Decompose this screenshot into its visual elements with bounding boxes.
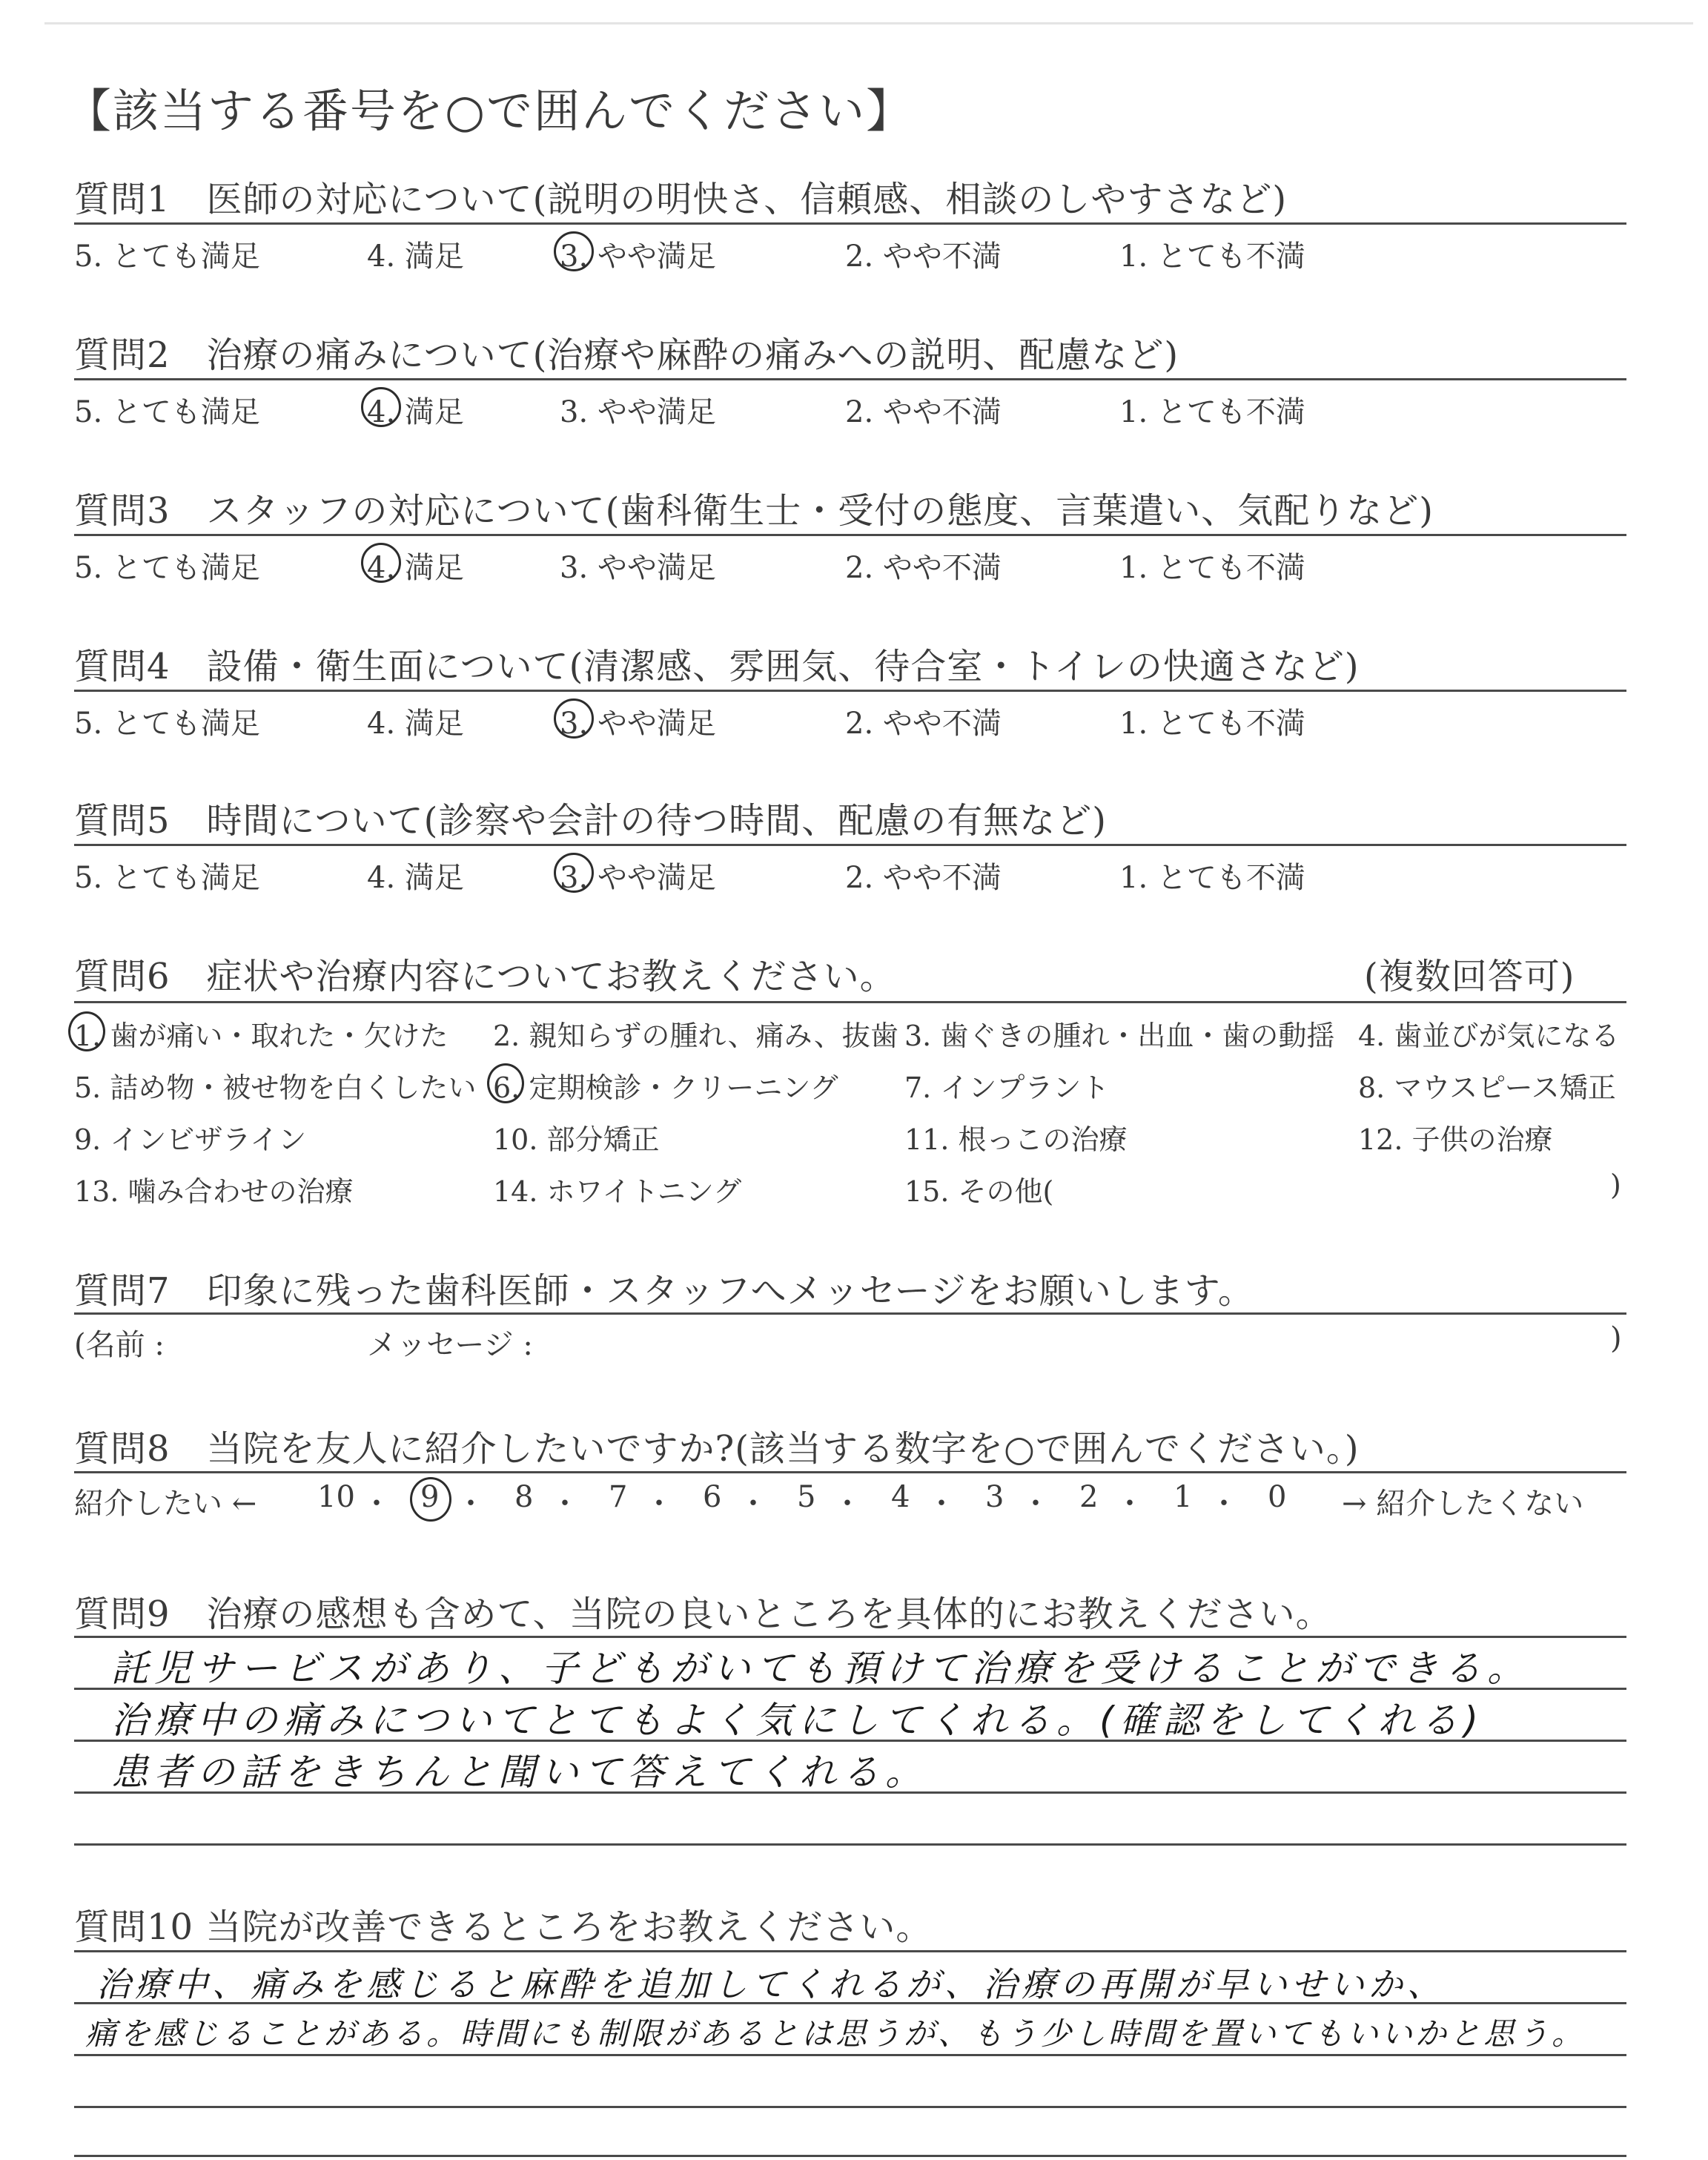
q8-scale-9[interactable]: 9 — [420, 1480, 440, 1514]
q9-answer-1: 託児サービスがあり、子どもがいても預けて治療を受けることができる。 — [111, 1647, 1530, 1690]
q8-rule — [74, 1471, 1626, 1473]
q6-option-12[interactable]: 12. 子供の治療 — [1358, 1123, 1553, 1156]
q1-rule — [74, 222, 1626, 225]
q6-option-3[interactable]: 3. 歯ぐきの腫れ・出血・歯の動揺 — [904, 1020, 1335, 1052]
q6-title: 質問6 症状や治療内容についてお教えください。 — [74, 956, 896, 997]
instruction-header: 【該当する番号を○で囲んでください】 — [65, 84, 914, 138]
q8-scale-4[interactable]: 4 — [891, 1480, 910, 1514]
q10-answer-2: 痛を感じることがある。時間にも制限があるとは思うが、もう少し時間を置いてもいいかと思う。 — [85, 2015, 1586, 2052]
q9-answer-2: 治療中の痛みについてとてもよく気にしてくれる。(確認をしてくれる) — [111, 1699, 1485, 1742]
q7-close-paren: ) — [1610, 1321, 1622, 1355]
q8-title: 質問8 当院を友人に紹介したいですか?(該当する数字を○で囲んでください。) — [74, 1428, 1360, 1470]
q6-option-13[interactable]: 13. 噛み合わせの治療 — [74, 1175, 354, 1208]
q8-scale-6[interactable]: 6 — [703, 1480, 722, 1514]
q2-option-2[interactable]: 4. 満足 — [367, 395, 464, 429]
q4-title: 質問4 設備・衛生面について(清潔感、雰囲気、待合室・トイレの快適さなど) — [74, 646, 1360, 687]
q2-rule — [74, 378, 1626, 380]
q2-answer-circle — [361, 387, 401, 427]
q1-option-5[interactable]: 1. とても不満 — [1119, 240, 1305, 274]
q5-option-1[interactable]: 5. とても満足 — [74, 861, 260, 895]
q8-separator: ・ — [738, 1487, 768, 1521]
q4-option-2[interactable]: 4. 満足 — [367, 707, 464, 741]
q8-separator: ・ — [456, 1487, 486, 1521]
q8-separator: ・ — [927, 1487, 956, 1521]
q8-scale-10[interactable]: 10 — [317, 1480, 355, 1514]
q5-title: 質問5 時間について(診察や会計の待つ時間、配慮の有無など) — [74, 800, 1108, 842]
q5-option-5[interactable]: 1. とても不満 — [1119, 861, 1305, 895]
q8-separator: ・ — [833, 1487, 862, 1521]
q8-separator: ・ — [644, 1487, 674, 1521]
q8-scale-3[interactable]: 3 — [985, 1480, 1004, 1514]
q8-left-label: 紹介したい ← — [74, 1487, 257, 1521]
q1-option-3[interactable]: 3. やや満足 — [560, 240, 716, 274]
q5-rule — [74, 844, 1626, 846]
q1-option-4[interactable]: 2. やや不満 — [845, 240, 1002, 274]
q3-option-3[interactable]: 3. やや満足 — [560, 551, 716, 585]
q6-option-1[interactable]: 1. 歯が痛い・取れた・欠けた — [74, 1020, 448, 1052]
q8-right-label: → 紹介したくない — [1342, 1487, 1584, 1521]
q5-answer-circle — [554, 853, 594, 893]
q4-rule — [74, 690, 1626, 692]
q1-option-1[interactable]: 5. とても満足 — [74, 240, 260, 274]
q4-option-5[interactable]: 1. とても不満 — [1119, 707, 1305, 741]
q2-option-5[interactable]: 1. とても不満 — [1119, 395, 1305, 429]
q6-option-8[interactable]: 8. マウスピース矯正 — [1358, 1071, 1616, 1104]
q1-answer-circle — [554, 231, 594, 271]
q8-scale-2[interactable]: 2 — [1079, 1480, 1099, 1514]
q6-answer-circle-1 — [68, 1011, 105, 1051]
q6-option-2[interactable]: 2. 親知らずの腫れ、痛み、抜歯 — [493, 1020, 898, 1052]
q4-answer-circle — [554, 698, 594, 739]
q6-option-9[interactable]: 9. インビザライン — [74, 1123, 307, 1156]
q10-answer-1: 治療中、痛みを感じると麻酔を追加してくれるが、治療の再開が早いせいか、 — [96, 1964, 1446, 2004]
q6-option-14[interactable]: 14. ホワイトニング — [493, 1175, 742, 1208]
scan-top-line — [44, 22, 1693, 24]
q9-rule-5 — [74, 1843, 1626, 1846]
q2-title: 質問2 治療の痛みについて(治療や麻酔の痛みへの説明、配慮など) — [74, 334, 1179, 376]
q5-option-2[interactable]: 4. 満足 — [367, 861, 464, 895]
q6-option-5[interactable]: 5. 詰め物・被せ物を白くしたい — [74, 1071, 477, 1104]
q3-option-2[interactable]: 4. 満足 — [367, 551, 464, 585]
q3-option-1[interactable]: 5. とても満足 — [74, 551, 260, 585]
q6-other-close-paren: ) — [1610, 1169, 1621, 1201]
q2-option-4[interactable]: 2. やや不満 — [845, 395, 1002, 429]
q1-option-2[interactable]: 4. 満足 — [367, 240, 464, 274]
q10-title: 質問10 当院が改善できるところをお教えください。 — [74, 1906, 933, 1948]
q10-rule-3 — [74, 2054, 1626, 2056]
q3-answer-circle — [361, 543, 401, 583]
q6-option-4[interactable]: 4. 歯並びが気になる — [1358, 1020, 1620, 1052]
q1-title: 質問1 医師の対応について(説明の明快さ、信頼感、相談のしやすさなど) — [74, 179, 1288, 220]
q10-rule-5 — [74, 2155, 1626, 2157]
q9-answer-3: 患者の話をきちんと聞いて答えてくれる。 — [111, 1751, 928, 1794]
q4-option-3[interactable]: 3. やや満足 — [560, 707, 716, 741]
q7-rule — [74, 1312, 1626, 1315]
q3-option-4[interactable]: 2. やや不満 — [845, 551, 1002, 585]
q6-option-7[interactable]: 7. インプラント — [904, 1071, 1110, 1104]
q8-separator: ・ — [362, 1487, 391, 1521]
q2-option-1[interactable]: 5. とても満足 — [74, 395, 260, 429]
q8-separator: ・ — [1021, 1487, 1050, 1521]
q10-rule-1 — [74, 1950, 1626, 1952]
q5-option-4[interactable]: 2. やや不満 — [845, 861, 1002, 895]
q6-option-11[interactable]: 11. 根っこの治療 — [904, 1123, 1128, 1156]
q9-rule-1 — [74, 1636, 1626, 1638]
q6-answer-circle-6 — [487, 1063, 524, 1103]
q8-scale-0[interactable]: 0 — [1268, 1480, 1287, 1514]
q7-title: 質問7 印象に残った歯科医師・スタッフへメッセージをお願いします。 — [74, 1270, 1254, 1312]
q6-option-6[interactable]: 6. 定期検診・クリーニング — [493, 1071, 838, 1104]
q8-answer-circle — [410, 1477, 451, 1522]
q5-option-3[interactable]: 3. やや満足 — [560, 861, 716, 895]
q4-option-4[interactable]: 2. やや不満 — [845, 707, 1002, 741]
q4-option-1[interactable]: 5. とても満足 — [74, 707, 260, 741]
scan-top-band — [0, 0, 1708, 13]
q6-option-15[interactable]: 15. その他( — [904, 1175, 1054, 1208]
q6-rule — [74, 1001, 1626, 1003]
q10-rule-4 — [74, 2106, 1626, 2108]
q7-name-label: (名前 : — [74, 1328, 165, 1362]
q6-option-10[interactable]: 10. 部分矯正 — [493, 1123, 660, 1156]
q8-scale-5[interactable]: 5 — [797, 1480, 816, 1514]
q6-note: (複数回答可) — [1364, 956, 1575, 997]
q3-option-5[interactable]: 1. とても不満 — [1119, 551, 1305, 585]
q8-scale-7[interactable]: 7 — [609, 1480, 628, 1514]
q3-title: 質問3 スタッフの対応について(歯科衛生士・受付の態度、言葉遣い、気配りなど) — [74, 490, 1434, 532]
q8-scale-1[interactable]: 1 — [1174, 1480, 1193, 1514]
q8-scale-8[interactable]: 8 — [514, 1480, 534, 1514]
q8-separator: ・ — [550, 1487, 580, 1521]
q2-option-3[interactable]: 3. やや満足 — [560, 395, 716, 429]
q8-separator: ・ — [1209, 1487, 1239, 1521]
q8-separator: ・ — [1115, 1487, 1145, 1521]
q3-rule — [74, 534, 1626, 536]
q7-message-label: メッセージ : — [367, 1328, 533, 1362]
q9-title: 質問9 治療の感想も含めて、当院の良いところを具体的にお教えください。 — [74, 1593, 1332, 1635]
